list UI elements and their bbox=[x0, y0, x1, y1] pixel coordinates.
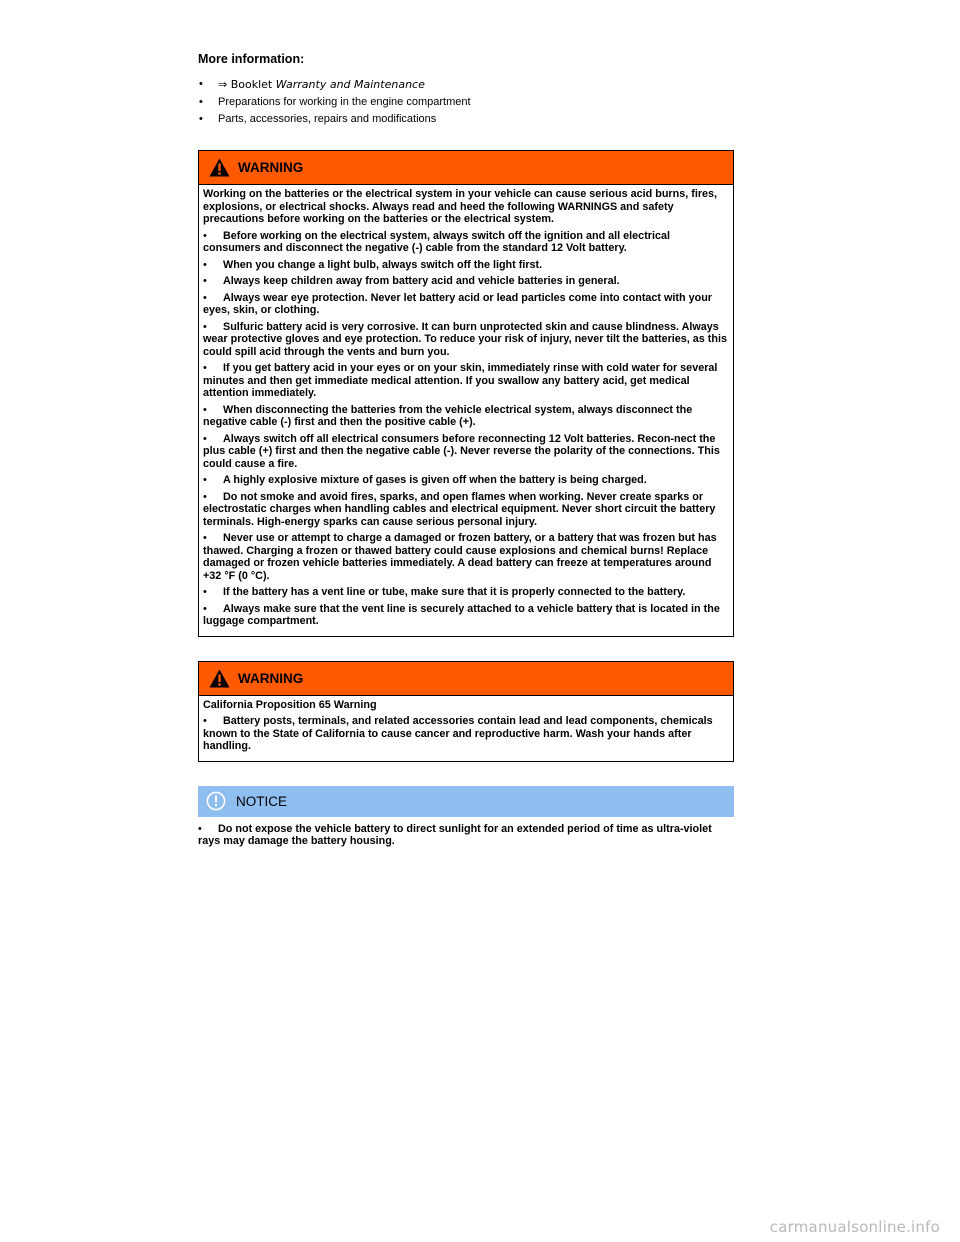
bullet-icon: • bbox=[203, 320, 207, 333]
page-content bbox=[198, 52, 734, 848]
list-item: • If the battery has a vent line or tube, make sure that it is properly connected to the battery. bbox=[203, 586, 686, 598]
bullet-icon: • bbox=[199, 113, 203, 125]
bullet-icon: • bbox=[203, 474, 207, 486]
warning-triangle-icon bbox=[209, 669, 230, 688]
exclamation-circle-icon bbox=[206, 791, 226, 811]
warning-header bbox=[199, 151, 733, 185]
link-parts-accessories[interactable]: Parts, accessories, repairs and modifications bbox=[218, 113, 437, 125]
list-item: • Always switch off all electrical consumers before reconnecting 12 Volt batteries. Recon-nect the plus cable (+) first and then the negative cable (-). Never reverse the polarity of the connections. This could cause a fire. bbox=[203, 432, 720, 470]
warning-label: WARNING bbox=[238, 160, 304, 175]
more-info-title: More information: bbox=[198, 52, 305, 66]
bullet-icon: • bbox=[203, 275, 207, 287]
warning-intro: Working on the batteries or the electrical system in your vehicle can cause serious acid burns, fires, explosions, or electrical shocks. Always read and heed the following WARNINGS and safety precautions before working on the batteries or the electrical system. bbox=[203, 188, 718, 225]
list-item: • A highly explosive mixture of gases is given off when the battery is being charged. bbox=[203, 474, 647, 486]
warning-body bbox=[199, 185, 733, 636]
list-item: • Battery posts, terminals, and related accessories contain lead and lead components, chemicals known to the State of California to cause cancer and reproductive harm. Wash your hands after handling. bbox=[203, 715, 713, 752]
list-item: • Always wear eye protection. Never let battery acid or lead particles come into contact with your eyes, skin, or clothing. bbox=[203, 291, 713, 316]
bullet-icon: • bbox=[203, 291, 207, 304]
list-item: • Do not expose the vehicle battery to direct sunlight for an extended period of time as ultra-violet rays may damage the battery housing. bbox=[198, 822, 712, 847]
bullet-icon: • bbox=[203, 403, 207, 416]
list-item[interactable] bbox=[198, 94, 734, 111]
notice-label: NOTICE bbox=[236, 793, 288, 809]
link-engine-compartment[interactable]: Preparations for working in the engine compartment bbox=[218, 96, 471, 108]
booklet-prefix: Booklet bbox=[230, 78, 273, 91]
warning-label: WARNING bbox=[238, 670, 304, 686]
warning-box-prop65 bbox=[198, 661, 734, 762]
warning-header bbox=[199, 662, 733, 696]
bullet-icon: • bbox=[203, 586, 207, 598]
list-item: • Never use or attempt to charge a damaged or frozen battery, or a battery that was frozen but has thawed. Charging a frozen or thawed battery could cause explosions and chemical burns! Replace damaged or frozen vehicle batteries immediately. A dead battery can freeze at temperatures around +32 °F (0 °C). bbox=[203, 532, 717, 582]
bullet-icon: • bbox=[203, 490, 207, 503]
notice-header bbox=[198, 786, 734, 817]
notice-box bbox=[198, 786, 734, 848]
bullet-icon: • bbox=[203, 362, 207, 374]
bullet-icon: • bbox=[203, 258, 207, 271]
booklet-link[interactable]: Warranty and Maintenance bbox=[275, 78, 425, 91]
list-item[interactable] bbox=[198, 76, 734, 94]
warning-box-battery bbox=[198, 150, 734, 637]
list-item: • Sulfuric battery acid is very corrosive. It can burn unprotected skin and cause blindness. Always wear protective gloves and eye protection. To reduce your risk of injury, never tilt the batteries, as this could spill acid through the vents and burn you. bbox=[203, 320, 727, 358]
list-item: • When disconnecting the batteries from the vehicle electrical system, always disconnect the negative cable (-) first and then the positive cable (+). bbox=[203, 403, 693, 428]
notice-body bbox=[198, 817, 734, 848]
list-item: • When you change a light bulb, always switch off the light first. bbox=[203, 258, 543, 271]
list-item: • Always keep children away from battery acid and vehicle batteries in general. bbox=[203, 275, 620, 287]
list-item: • Do not smoke and avoid fires, sparks, and open flames when working. Never create sparks or electrostatic charges when handling cables and electrical equipment. Never short circuit the battery terminals. High-energy sparks can cause serious personal injury. bbox=[203, 490, 716, 528]
bullet-icon: • bbox=[203, 432, 207, 445]
bullet-icon: • bbox=[199, 96, 203, 108]
list-item: • If you get battery acid in your eyes or on your skin, immediately rinse with cold water for several minutes and then get immediate medical attention. If you swallow any battery acid, get medical attention immediately. bbox=[203, 362, 718, 399]
bullet-icon: • bbox=[203, 229, 207, 242]
arrow-icon: ⇒ bbox=[218, 78, 228, 91]
warning-triangle-icon bbox=[209, 158, 230, 177]
list-item[interactable] bbox=[198, 111, 734, 128]
more-info-list bbox=[198, 76, 734, 128]
bullet-icon: • bbox=[203, 715, 207, 727]
list-item: • Always make sure that the vent line is securely attached to a vehicle battery that is located in the luggage compartment. bbox=[203, 602, 720, 627]
bullet-icon: • bbox=[203, 532, 207, 544]
warning-intro: California Proposition 65 Warning bbox=[203, 698, 377, 711]
bullet-icon: • bbox=[198, 822, 202, 835]
bullet-icon: • bbox=[199, 78, 203, 90]
warning-body bbox=[199, 696, 733, 761]
list-item: • Before working on the electrical system, always switch off the ignition and all electrical consumers and disconnect the negative (-) cable from the standard 12 Volt battery. bbox=[203, 229, 670, 254]
bullet-icon: • bbox=[203, 602, 207, 615]
watermark: carmanualsonline.info bbox=[769, 1218, 940, 1236]
